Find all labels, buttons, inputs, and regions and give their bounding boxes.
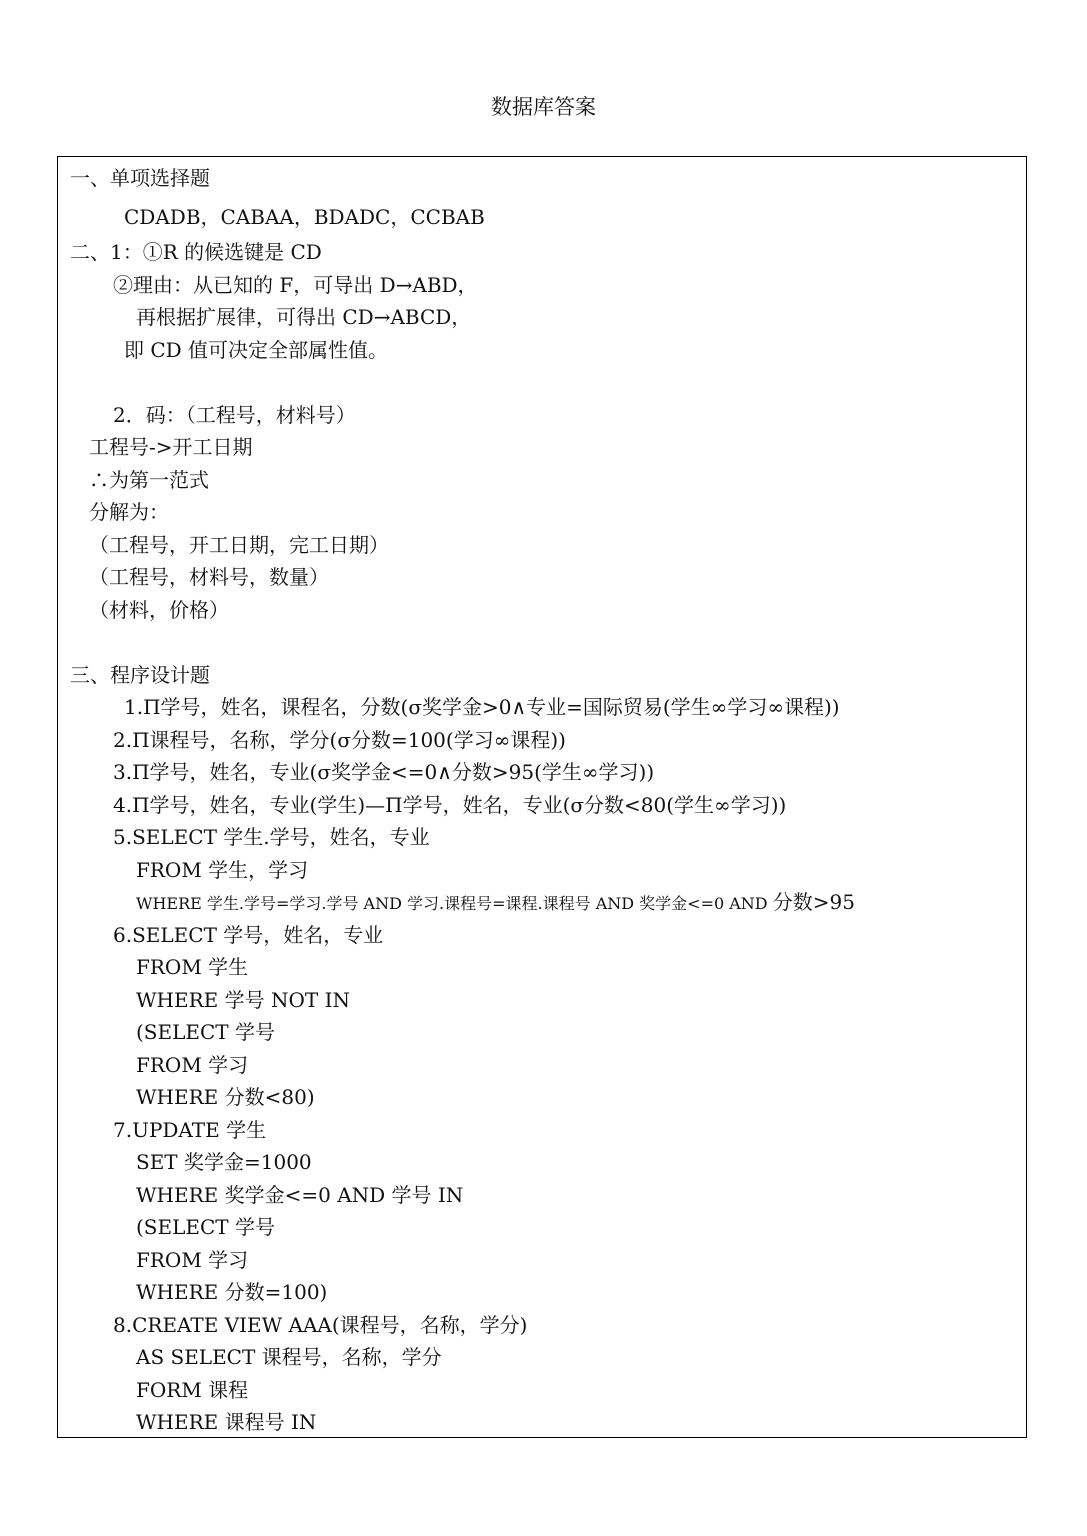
section3-heading: 三、程序设计题 (70, 663, 210, 687)
q2-relation-3: （材料，价格） (89, 598, 229, 622)
sql6-select: 6.SELECT 学号，姓名，专业 (113, 923, 384, 947)
choice-answers: CDADB，CABAA，BDADC，CCBAB (124, 205, 485, 229)
sql6-from: FROM 学生 (136, 955, 249, 979)
sql8-where: WHERE 课程号 IN (136, 1410, 317, 1434)
q2-key: 2．码：（工程号，材料号） (113, 403, 356, 427)
sql6-subwhere: WHERE 分数<80) (136, 1085, 315, 1109)
sql8-create-view: 8.CREATE VIEW AAA(课程号，名称，学分) (113, 1313, 528, 1337)
sql5-where (136, 889, 855, 917)
sql5-select: 5.SELECT 学生.学号，姓名，专业 (113, 825, 430, 849)
sql8-form: FORM 课程 (136, 1378, 249, 1402)
q1-reason: ②理由：从已知的 F，可导出 D→ABD， (113, 273, 478, 297)
section1-heading: 一、单项选择题 (70, 166, 210, 190)
q2-dependency: 工程号->开工日期 (89, 435, 253, 459)
algebra-2: 2.Π课程号，名称，学分(σ分数=100(学习∞课程)) (113, 728, 566, 752)
q1-conclusion: 即 CD 值可决定全部属性值。 (124, 338, 389, 362)
sql6-subfrom: FROM 学习 (136, 1053, 249, 1077)
sql8-as-select: AS SELECT 课程号，名称，学分 (136, 1345, 442, 1369)
sql7-update: 7.UPDATE 学生 (113, 1118, 267, 1142)
sql7-where: WHERE 奖学金<=0 AND 学号 IN (136, 1183, 464, 1207)
q2-relation-2: （工程号，材料号，数量） (89, 565, 329, 589)
algebra-4: 4.Π学号，姓名，专业(学生)—Π学号，姓名，专业(σ分数<80(学生∞学习)) (113, 793, 787, 817)
sql7-set: SET 奖学金=1000 (136, 1150, 312, 1174)
algebra-1: 1.Π学号，姓名，课程名，分数(σ奖学金>0∧专业=国际贸易(学生∞学习∞课程)) (124, 695, 840, 719)
document-title: 数据库答案 (491, 95, 596, 119)
q1-extension: 再根据扩展律，可得出 CD→ABCD， (136, 305, 472, 329)
sql5-where-main: WHERE 学生.学号=学习.学号 AND 学习.课程号=课程.课程号 AND 奖学金<=0 AND (136, 894, 773, 913)
q1-candidate-key: 二、1：①R 的候选键是 CD (70, 240, 322, 264)
q2-relation-1: （工程号，开工日期，完工日期） (89, 533, 389, 557)
sql7-subselect: (SELECT 学号 (136, 1215, 275, 1239)
q2-decompose-label: 分解为： (89, 500, 169, 524)
sql7-subfrom: FROM 学习 (136, 1248, 249, 1272)
sql6-where: WHERE 学号 NOT IN (136, 988, 350, 1012)
sql5-from: FROM 学生，学习 (136, 858, 309, 882)
sql5-where-tail: 分数>95 (772, 890, 855, 914)
sql6-subselect: (SELECT 学号 (136, 1020, 275, 1044)
algebra-3: 3.Π学号，姓名，专业(σ奖学金<=0∧分数>95(学生∞学习)) (113, 760, 655, 784)
sql7-subwhere: WHERE 分数=100) (136, 1280, 328, 1304)
q2-normal-form: ∴为第一范式 (89, 468, 209, 492)
